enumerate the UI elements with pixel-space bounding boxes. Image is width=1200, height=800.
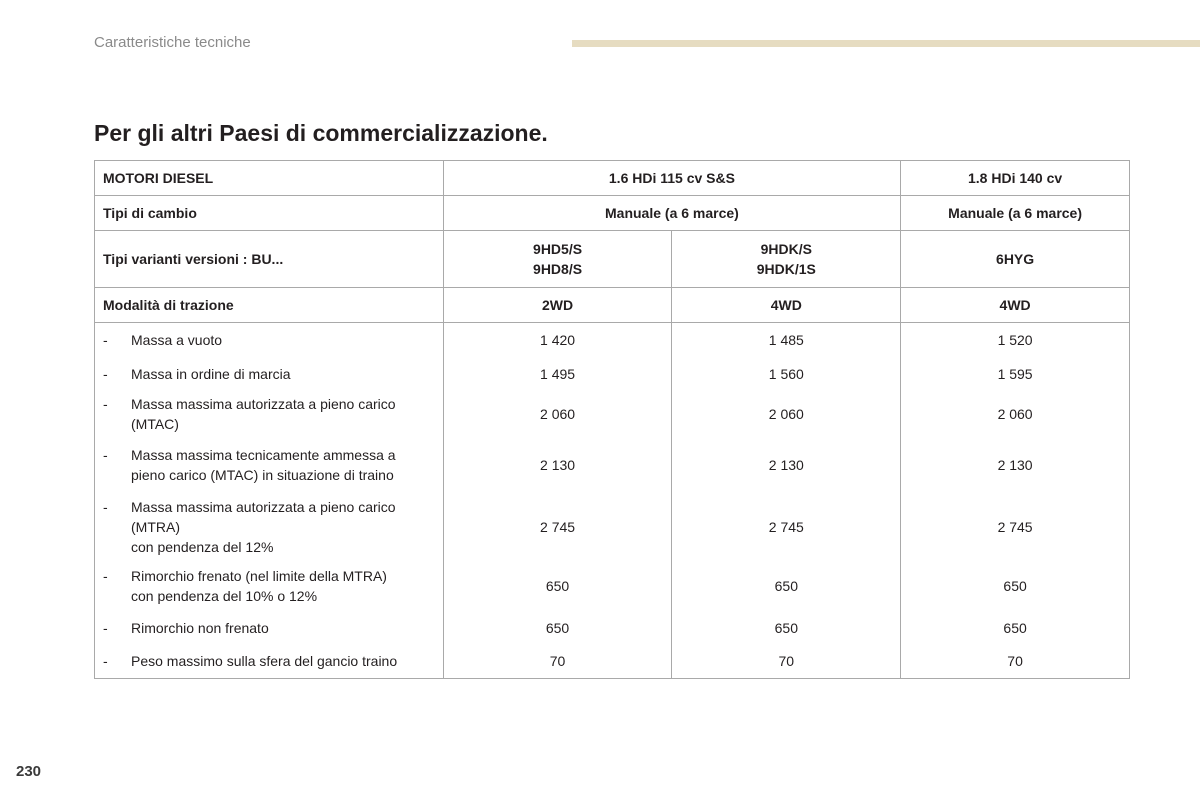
row-label-line: Peso massimo sulla sfera del gancio traino (131, 653, 398, 670)
bullet-dash: - (103, 567, 108, 584)
variants-row (95, 231, 1130, 288)
row-label (131, 330, 435, 350)
value-cell: 1 495 (443, 357, 672, 391)
engine-1-header: 1.6 HDi 115 cv S&S (443, 161, 901, 196)
row-label-line: Massa massima autorizzata a pieno carico (131, 498, 396, 515)
row-label-cell (95, 493, 444, 561)
value-cell: 2 745 (672, 493, 901, 561)
list-item (103, 394, 435, 434)
value-cell: 2 130 (672, 437, 901, 493)
value-cell: 650 (443, 611, 672, 645)
value-cell: 70 (443, 645, 672, 679)
row-label-cell (95, 323, 444, 357)
value-cell: 70 (672, 645, 901, 679)
variant-code: 9HD8/S (533, 261, 583, 277)
value-cell: 2 130 (901, 437, 1130, 493)
value-cell: 2 060 (901, 391, 1130, 437)
engine-row-label: MOTORI DIESEL (95, 161, 444, 196)
row-label (131, 394, 435, 434)
page-heading: Per gli altri Paesi di commercializzazione. (94, 120, 548, 146)
list-item (103, 497, 435, 557)
value-cell: 2 130 (443, 437, 672, 493)
section-title: Caratteristiche tecniche (94, 34, 251, 51)
table-row (95, 437, 1130, 493)
traction-row-label: Modalità di trazione (95, 288, 444, 323)
variant-code: 9HDK/1S (756, 261, 816, 277)
table-row (95, 391, 1130, 437)
value-cell: 1 420 (443, 323, 672, 357)
table-row (95, 561, 1130, 611)
value-cell: 1 485 (672, 323, 901, 357)
variant-cell-2 (672, 231, 901, 288)
list-item (103, 445, 435, 485)
row-label-line: Rimorchio frenato (nel limite della MTRA) (131, 567, 387, 584)
traction-value: 4WD (901, 288, 1130, 323)
traction-value: 4WD (672, 288, 901, 323)
list-item (103, 330, 435, 350)
variant-code: 9HD5/S (533, 241, 583, 257)
engine-row (95, 161, 1130, 196)
value-cell: 2 745 (443, 493, 672, 561)
traction-value: 2WD (443, 288, 672, 323)
bullet-dash: - (103, 331, 108, 348)
value-cell: 1 560 (672, 357, 901, 391)
bullet-dash: - (103, 653, 108, 670)
row-label-line: Massa a vuoto (131, 331, 223, 348)
header-accent-bar (572, 40, 1200, 47)
variant-code: 9HDK/S (760, 241, 812, 257)
row-label-line: Massa in ordine di marcia (131, 365, 291, 382)
variant-cell-3: 6HYG (901, 231, 1130, 288)
row-label-line: Massa massima tecnicamente ammessa a (131, 446, 396, 463)
bullet-dash: - (103, 619, 108, 636)
bullet-dash: - (103, 395, 108, 412)
bullet-dash: - (103, 498, 108, 515)
value-cell: 650 (901, 561, 1130, 611)
value-cell: 2 060 (443, 391, 672, 437)
row-label-line: pieno carico (MTAC) in situazione di traino (131, 466, 394, 483)
list-item (103, 651, 435, 671)
row-label (131, 618, 435, 638)
row-label-cell (95, 611, 444, 645)
row-label-line: Massa massima autorizzata a pieno carico (131, 395, 396, 412)
value-cell: 650 (901, 611, 1130, 645)
page-number: 230 (16, 763, 42, 780)
variant-cell-1 (443, 231, 672, 288)
value-cell: 650 (443, 561, 672, 611)
table-row (95, 493, 1130, 561)
row-label-line: con pendenza del 10% o 12% (131, 587, 318, 604)
value-cell: 1 520 (901, 323, 1130, 357)
value-cell: 2 745 (901, 493, 1130, 561)
row-label-cell (95, 357, 444, 391)
gearbox-engine-2: Manuale (a 6 marce) (901, 196, 1130, 231)
value-cell: 650 (672, 561, 901, 611)
row-label-cell (95, 561, 444, 611)
row-label-line: Rimorchio non frenato (131, 619, 269, 636)
row-label-line: (MTAC) (131, 415, 179, 432)
value-cell: 1 595 (901, 357, 1130, 391)
row-label-line: (MTRA) (131, 518, 180, 535)
bullet-dash: - (103, 365, 108, 382)
list-item (103, 566, 435, 606)
gearbox-row (95, 196, 1130, 231)
row-label-cell (95, 391, 444, 437)
row-label (131, 566, 435, 606)
value-cell: 2 060 (672, 391, 901, 437)
variants-row-label: Tipi varianti versioni : BU... (95, 231, 444, 288)
engine-2-header: 1.8 HDi 140 cv (901, 161, 1130, 196)
row-label (131, 445, 435, 485)
row-label (131, 651, 435, 671)
list-item (103, 364, 435, 384)
gearbox-row-label: Tipi di cambio (95, 196, 444, 231)
row-label-cell (95, 645, 444, 679)
traction-row (95, 288, 1130, 323)
table-row (95, 645, 1130, 679)
table-row (95, 611, 1130, 645)
row-label (131, 364, 435, 384)
row-label (131, 497, 435, 557)
bullet-dash: - (103, 446, 108, 463)
table-row (95, 323, 1130, 357)
row-label-cell (95, 437, 444, 493)
gearbox-engine-1: Manuale (a 6 marce) (443, 196, 901, 231)
row-label-line: con pendenza del 12% (131, 538, 274, 555)
spec-table (94, 160, 1130, 679)
value-cell: 650 (672, 611, 901, 645)
list-item (103, 618, 435, 638)
table-row (95, 357, 1130, 391)
value-cell: 70 (901, 645, 1130, 679)
